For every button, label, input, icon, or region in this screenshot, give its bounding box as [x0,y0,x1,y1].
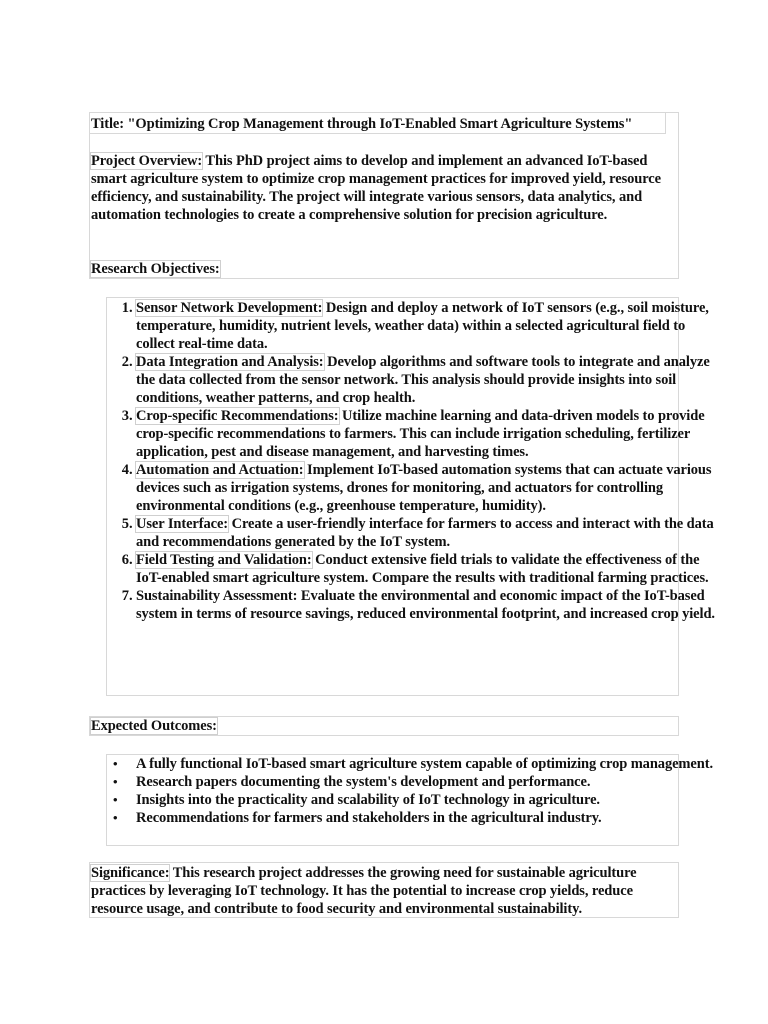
objective-text: Create a user-friendly interface for farmers to access and interact with the data and recommendations generated by the IoT system. [136,516,714,550]
outcomes-list [91,755,726,827]
outcome-text: Recommendations for farmers and stakeholders in the agricultural industry. [136,810,602,826]
bullet-icon: • [113,774,118,789]
objective-text: Evaluate the environmental and economic impact of the IoT-based system in terms of resource savings, reduced environmental footprint, and increased crop yield. [136,588,715,622]
objective-label: Data Integration and Analysis: [136,354,324,370]
outcome-item [113,809,726,827]
outcome-text: A fully functional IoT-based smart agriculture system capable of optimizing crop management. [136,756,713,772]
objective-label: Sensor Network Development: [136,300,323,316]
objective-item [136,407,726,461]
document-title: Title: "Optimizing Crop Management through IoT-Enabled Smart Agriculture Systems" [91,116,633,132]
objective-item [136,461,726,515]
outcomes-heading: Expected Outcomes: [91,718,217,734]
overview-label: Project Overview: [91,153,203,169]
outcome-item [113,791,726,809]
overview-text: This PhD project aims to develop and implement an advanced IoT-based smart agriculture system to optimize crop management practices for improved yield, resource efficiency, and sustainability. The project will integrate various sensors, data analytics, and automation technologies to create a comprehensive solution for precision agriculture. [91,153,661,223]
objectives-heading: Research Objectives: [91,261,220,277]
objective-item [136,515,726,551]
significance-text: This research project addresses the growing need for sustainable agriculture practices by leveraging IoT technology. It has the potential to increase crop yields, reduce resource usage, and contribute to food security and environmental sustainability. [91,865,637,917]
objectives-list [91,299,726,623]
outcome-text: Insights into the practicality and scalability of IoT technology in agriculture. [136,792,600,808]
significance-paragraph [91,864,681,918]
objective-text: Develop algorithms and software tools to integrate and analyze the data collected from the sensor network. This analysis should provide insights into soil conditions, weather patterns, and crop health. [136,354,710,406]
outcome-text: Research papers documenting the system's development and performance. [136,774,591,790]
significance-label: Significance: [91,865,170,881]
outcome-item [113,773,726,791]
objective-label: Crop-specific Recommendations: [136,408,339,424]
objective-text: Utilize machine learning and data-driven models to provide crop-specific recommendations to farmers. This can include irrigation scheduling, fertilizer application, pest and disease management, and harvesting times. [136,408,705,460]
objective-item [136,587,726,623]
objective-item [136,353,726,407]
objective-text: Implement IoT-based automation systems that can actuate various devices such as irrigation systems, drones for monitoring, and actuators for controlling environmental conditions (e.g., greenhouse temperature, humidity). [136,462,712,514]
objective-item [136,299,726,353]
objective-text: Design and deploy a network of IoT sensors (e.g., soil moisture, temperature, humidity, nutrient levels, weather data) within a selected agricultural field to collect real-time data. [136,300,709,352]
objective-item [136,551,726,587]
objectives-heading-line [91,260,681,278]
bullet-icon: • [113,756,118,771]
outcomes-heading-line [91,717,681,735]
objective-label: Field Testing and Validation: [136,552,312,568]
bullet-icon: • [113,810,118,825]
objective-label: Automation and Actuation: [136,462,304,478]
project-overview [91,152,681,224]
objective-label: Sustainability Assessment: [136,588,298,604]
bullet-icon: • [113,792,118,807]
outcome-item [113,755,726,773]
objective-label: User Interface: [136,516,229,532]
objective-text: Conduct extensive field trials to validate the effectiveness of the IoT-enabled smart agriculture system. Compare the results with traditional farming practices. [136,552,709,586]
